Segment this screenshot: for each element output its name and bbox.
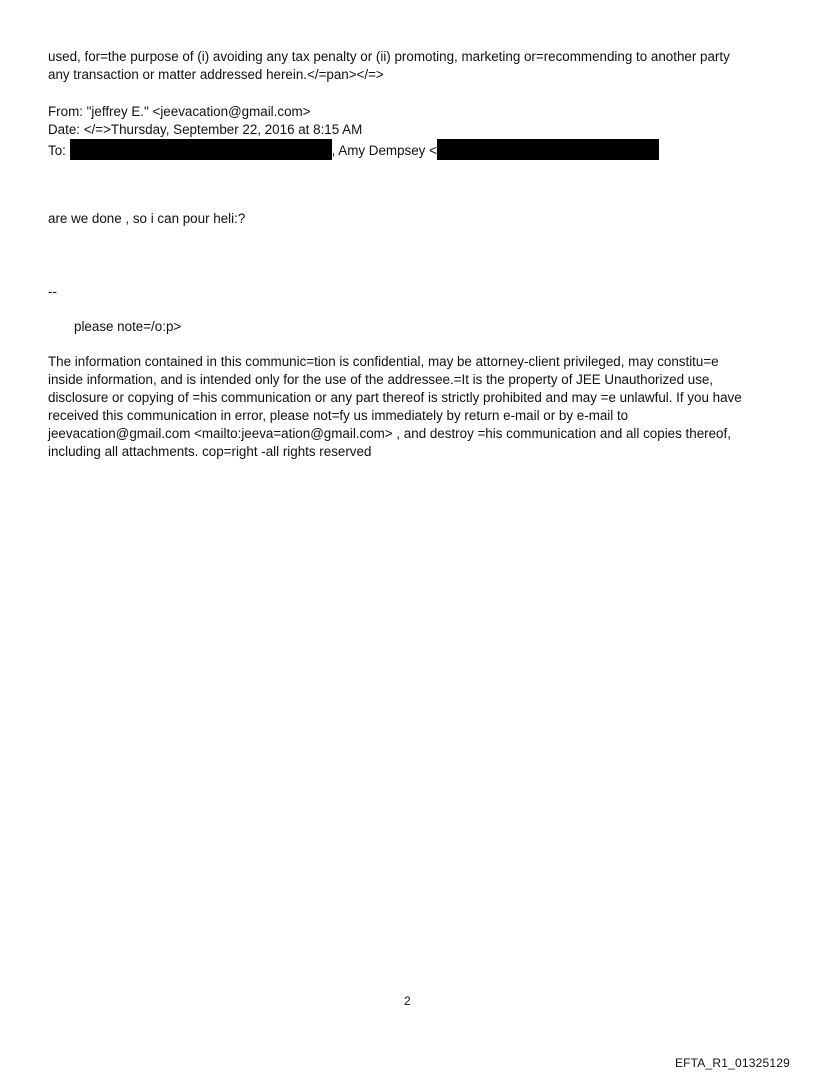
redaction-block [437,139,659,160]
disclaimer-line-6: including all attachments. cop=right -all rights reserved [48,444,372,459]
date-line: Date: </=>Thursday, September 22, 2016 at 8:15 AM [48,122,363,137]
message-text: are we done , so i can pour heli:? [48,211,246,226]
redaction-block [70,139,332,160]
to-label: To: [48,143,66,158]
disclaimer-line-2: inside information, and is intended only for the use of the addressee.=It is the property of JEE Unauthorized use, [48,372,714,387]
note-line: please note=/o:p> [74,319,182,334]
disclaimer-line-3: disclosure or copying of =his communication or any part thereof is strictly prohibited and may =e unlawful. If you have [48,390,742,405]
disclaimer-line-4: received this communication in error, please not=fy us immediately by return e-mail or by e-mail to [48,408,629,423]
disclaimer-line-1: The information contained in this communic=tion is confidential, may be attorney-client privileged, may constitu=e [48,354,719,369]
to-line [48,139,659,160]
signature-separator: -- [48,284,57,299]
to-recipient: , Amy Dempsey < [331,143,437,158]
page-number: 2 [404,994,411,1008]
prev-disclaimer-line-2: any transaction or matter addressed herein.</=pan></=> [48,67,384,82]
disclaimer-line-5: jeevacation@gmail.com <mailto:jeeva=ation@gmail.com> , and destroy =his communication and all copies thereof, [48,426,731,441]
bates-number: EFTA_R1_01325129 [674,1056,790,1070]
prev-disclaimer-line-1: used, for=the purpose of (i) avoiding any tax penalty or (ii) promoting, marketing or=recommending to another party [48,49,730,64]
from-line: From: "jeffrey E." <jeevacation@gmail.com> [48,104,311,119]
